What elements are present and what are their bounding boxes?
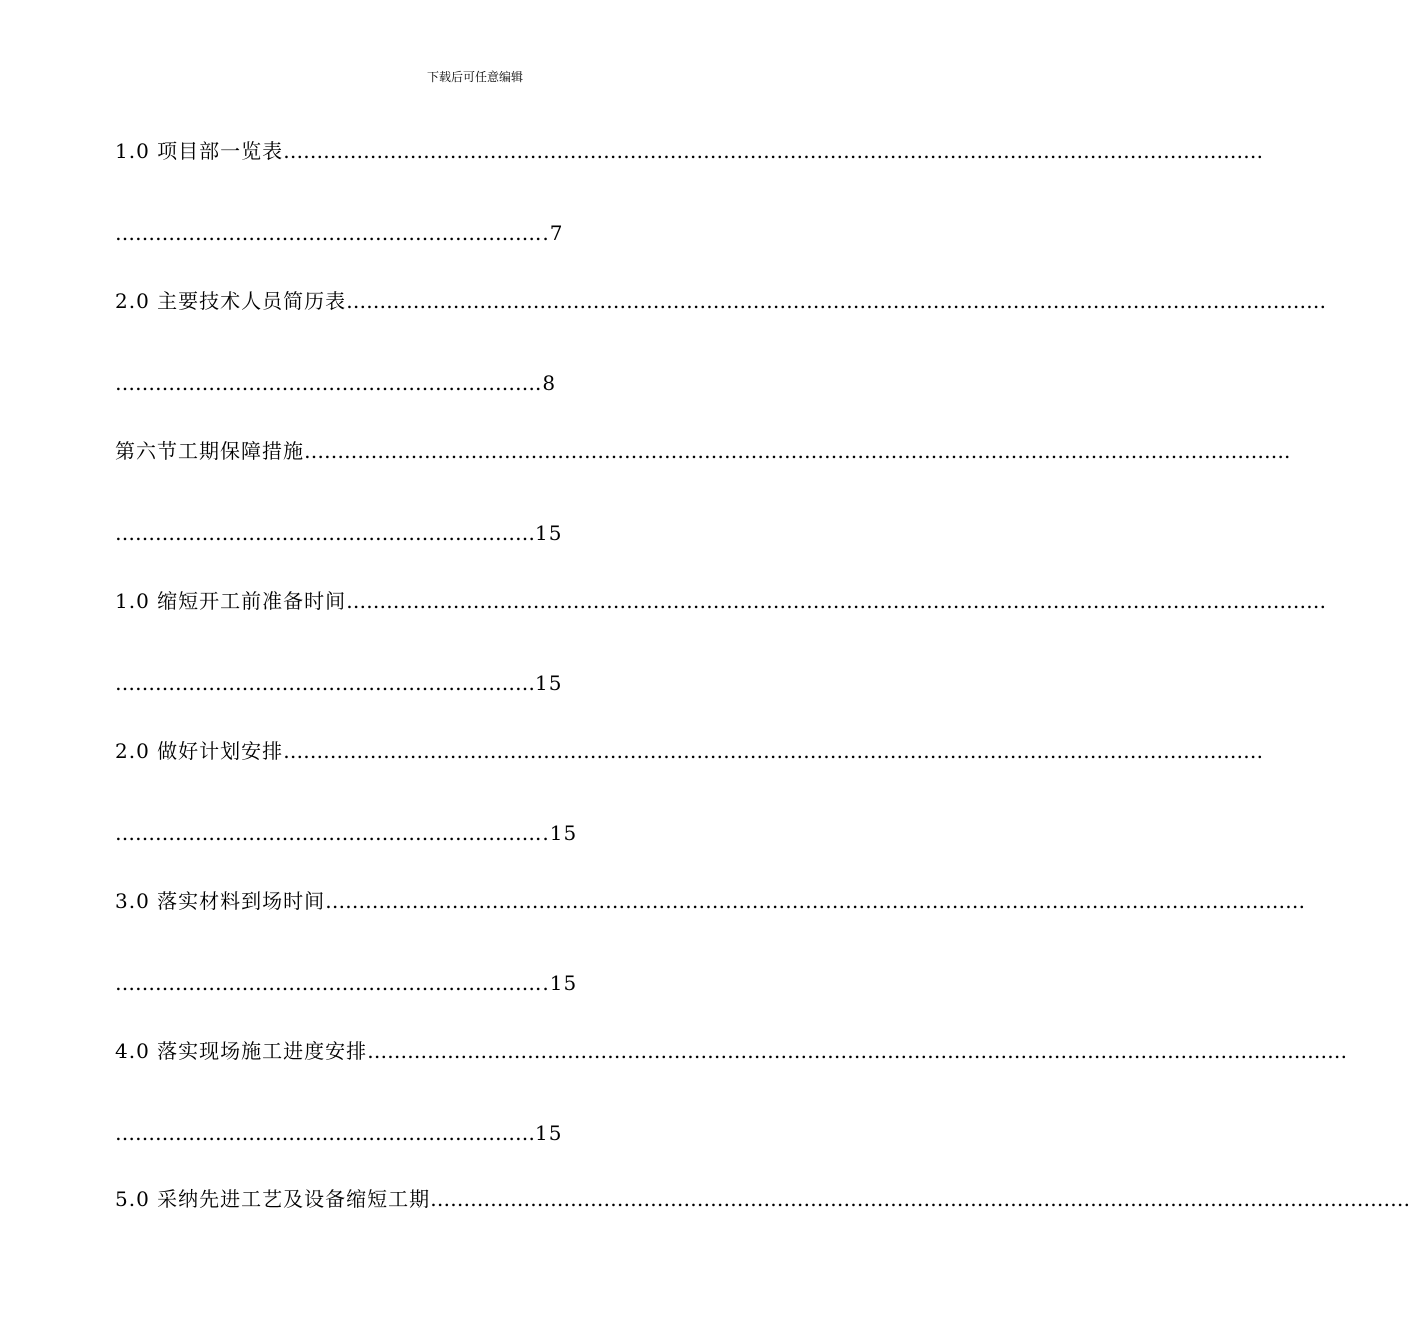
toc-entry-continuation[interactable] [115,518,562,548]
toc-entry-continuation[interactable] [115,368,556,398]
toc-leader: ………………………………………………………………………………………………………………………………… [346,289,1327,313]
toc-page-number: ..15 [535,821,578,845]
toc-entry-label: 4.0 落实现场施工进度安排 [115,1039,368,1063]
toc-leader: ………………………………………………………………………………………………………………………………… [430,1187,1410,1211]
toc-page-number: .8 [535,371,557,395]
toc-leader: ………………………………………………………………………………………………………………………………… [346,589,1327,613]
toc-entry-label: 第六节工期保障措施 [115,439,304,463]
toc-leader: ………………………………………………………………………………………………………………………………… [367,1039,1348,1063]
toc-entry-continuation[interactable] [115,818,577,848]
toc-entry-continuation[interactable] [115,668,562,698]
toc-entry-title[interactable] [115,1184,1410,1214]
toc-entry-label: 1.0 项目部一览表 [115,139,284,163]
toc-leader: ……………………………………………………… [115,671,535,695]
toc-entry-label: 2.0 主要技术人员简历表 [115,289,347,313]
toc-leader: ………………………………………………………………………………………………………………………………… [325,889,1306,913]
toc-leader: ………………………………………………………………………………………………………………………………… [283,139,1264,163]
toc-leader: ……………………………………………………… [115,821,535,845]
toc-entry-title[interactable] [115,286,1327,316]
toc-entry-title[interactable] [115,136,1264,166]
toc-leader: ……………………………………………………… [115,971,535,995]
toc-leader: ……………………………………………………… [115,1121,535,1145]
toc-page-number: 15 [535,671,563,695]
toc-leader: ………………………………………………………………………………………………………………………………… [283,739,1264,763]
toc-entry-continuation[interactable] [115,1118,562,1148]
toc-leader: ……………………………………………………… [115,371,535,395]
toc-title-tail: . [1284,439,1292,463]
toc-entry-label: 3.0 落实材料到场时间 [115,889,326,913]
toc-entry-title[interactable] [115,586,1327,616]
toc-leader: ………………………………………………………………………………………………………………………………… [304,439,1284,463]
toc-leader: ……………………………………………………… [115,521,535,545]
toc-entry-title[interactable] [115,436,1292,466]
toc-page-number: ..15 [535,971,578,995]
toc-page-number: 15 [535,1121,563,1145]
toc-entry-label: 2.0 做好计划安排 [115,739,284,763]
page-header: 下载后可任意编辑 [426,70,523,84]
toc-page-number: 15 [535,521,563,545]
toc-leader: ……………………………………………………… [115,221,535,245]
toc-entry-title[interactable] [115,1036,1348,1066]
toc-entry-continuation[interactable] [115,218,563,248]
toc-entry-title[interactable] [115,886,1306,916]
toc-entry-title[interactable] [115,736,1264,766]
toc-page-number: ..7 [535,221,564,245]
toc-entry-continuation[interactable] [115,968,577,998]
toc-entry-label: 5.0 采纳先进工艺及设备缩短工期 [115,1187,431,1211]
toc-entry-label: 1.0 缩短开工前准备时间 [115,589,347,613]
